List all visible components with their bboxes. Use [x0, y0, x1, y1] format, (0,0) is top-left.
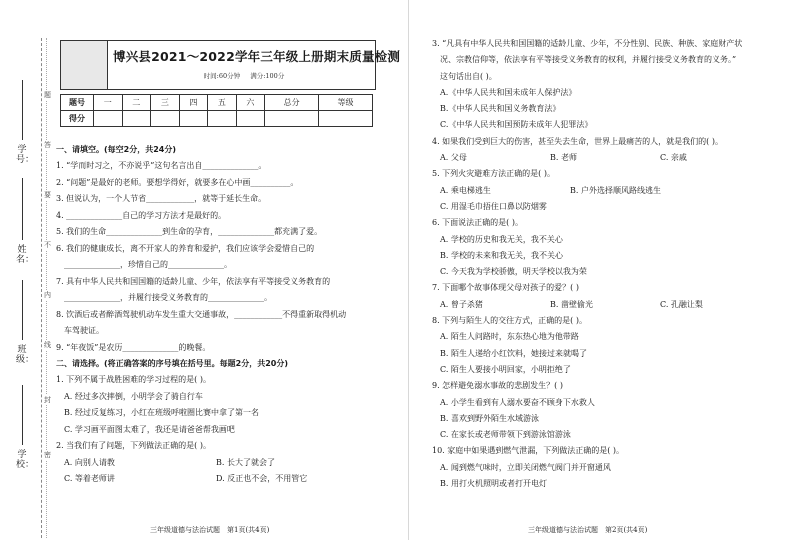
score-input-cell[interactable] — [151, 111, 180, 127]
student-id-line[interactable] — [22, 80, 23, 140]
binding-mark: 密 — [44, 451, 51, 459]
fill-question[interactable]: 2. “问题”是最好的老师。要想学得好，就要多在心中画__________。 — [56, 177, 299, 187]
score-input-cell[interactable] — [122, 111, 151, 127]
binding-dash-line — [41, 38, 42, 538]
score-input-cell[interactable] — [94, 111, 123, 127]
fill-question[interactable]: 4. ______________自己的学习方法才是最好的。 — [56, 210, 227, 220]
choice-option: C. 学习画平面图太难了，我还是请爸爸帮我画吧 — [64, 424, 235, 434]
name-label: 姓名： — [16, 245, 35, 265]
table-cell: 题号 — [61, 95, 94, 111]
name-line[interactable] — [22, 178, 23, 240]
exam-time: 时间:60分钟 — [203, 72, 241, 80]
choice-option: B. 喜欢到野外陌生水域游泳 — [440, 413, 539, 423]
choice-option: B. 用打火机照明或者打开电灯 — [440, 479, 547, 489]
binding-mark: 不 — [44, 241, 51, 249]
page-2-content — [432, 38, 770, 494]
score-input-cell[interactable] — [208, 111, 237, 127]
binding-mark: 答 — [44, 141, 51, 149]
choice-option-row — [440, 152, 770, 163]
binding-mark: 封 — [44, 396, 51, 404]
choice-option: A. 小学生看到有人溺水要奋不顾身下水救人 — [440, 397, 595, 407]
choice-question[interactable]: 3. “凡具有中华人民共和国国籍的适龄儿童、少年，不分性别、民族、种族、家庭财产状 — [432, 39, 743, 48]
fill-question[interactable]: 3. 但说认为，一个人节省____________，就等于延长生命。 — [56, 194, 267, 203]
score-input-cell[interactable] — [265, 111, 319, 127]
exam-full-score: 满分:100分 — [250, 72, 285, 80]
choice-option: A. 经过多次摔倒，小明学会了骑自行车 — [64, 391, 203, 401]
choice-option-row — [64, 457, 374, 468]
choice-option: B. 凿壁偷光 — [550, 299, 593, 309]
title-decoration-bar — [61, 41, 108, 89]
table-cell: 得分 — [61, 111, 94, 127]
table-cell: 三 — [151, 95, 180, 111]
exam-subtitle — [113, 71, 375, 80]
exam-title-box — [60, 40, 401, 90]
choice-option: B. 陌生人递给小红饮料，她接过来就喝了 — [440, 348, 587, 358]
score-input-cell[interactable] — [319, 111, 373, 127]
fill-question[interactable]: 6. 我们的健康成长，离不开家人的养育和爱护，我们应该学会爱惜自己的 — [56, 243, 315, 253]
fill-question[interactable]: 1. “学而时习之，不亦说乎”这句名言出自______________。 — [56, 161, 267, 170]
choice-question-continued: 况、宗教信仰等，依法享有平等接受义务教育的权利，并履行接受义务教育的义务。” — [440, 55, 737, 65]
choice-option: B. 老师 — [550, 153, 577, 163]
choice-question-continued[interactable]: 这句话出自( )。 — [440, 71, 497, 81]
choice-question[interactable]: 6. 下面说法正确的是( )。 — [432, 218, 523, 228]
table-cell: 二 — [122, 95, 151, 111]
page-2-footer: 三年级道德与法治试题 第2页(共4页) — [528, 526, 648, 534]
table-cell: 一 — [94, 95, 123, 111]
choice-question[interactable]: 4. 如果我们受到巨大的伤害，甚至失去生命，世界上最痛苦的人，就是我们的( )。 — [432, 136, 723, 146]
score-table — [60, 94, 373, 127]
page-1-footer: 三年级道德与法治试题 第1页(共4页) — [150, 526, 270, 534]
score-input-cell[interactable] — [179, 111, 208, 127]
choice-option: B. 户外选择顺风路线逃生 — [570, 185, 661, 195]
table-cell: 四 — [179, 95, 208, 111]
choice-option: B.《中华人民共和国义务教育法》 — [440, 104, 561, 114]
choice-option: C. 在家长或老师带领下到游泳馆游泳 — [440, 430, 571, 440]
choice-option: C. 等着老师讲 — [64, 474, 115, 483]
fill-question-continued[interactable]: ______________，珍惜自己的______________。 — [64, 260, 232, 269]
choice-option: B. 长大了就会了 — [216, 457, 275, 467]
table-cell: 六 — [236, 95, 265, 111]
binding-mark: 线 — [44, 341, 51, 349]
fill-question[interactable]: 8. 饮酒后或者醉酒驾驶机动车发生重大交通事故，____________不得重新取得机动 — [56, 309, 347, 319]
fill-question[interactable]: 7. 具有中华人民共和国国籍的适龄儿童、少年，依法享有平等接受义务教育的 — [56, 276, 331, 286]
fill-question-continued[interactable]: ______________，并履行接受义务教育的______________。 — [64, 293, 272, 302]
fill-question[interactable]: 9. “年夜饭”是农历______________的晚餐。 — [56, 342, 211, 352]
fill-question[interactable]: 5. 我们的生命______________到生命的孕育，______________都充满了爱。 — [56, 227, 323, 236]
choice-option: C.《中华人民共和国预防未成年人犯罪法》 — [440, 120, 593, 130]
binding-mark: 内 — [44, 291, 51, 299]
choice-option: A. 学校的历史和我无关，我不关心 — [440, 234, 563, 244]
school-line[interactable] — [22, 385, 23, 445]
choice-question[interactable]: 5. 下列火灾避难方法正确的是( )。 — [432, 169, 555, 179]
choice-question[interactable]: 8. 下列与陌生人的交往方式，正确的是( )。 — [432, 316, 587, 326]
binding-mark: 题 — [44, 91, 51, 99]
table-cell: 总分 — [265, 95, 319, 111]
section-1-heading: 一、请填空。(每空2分，共24分) — [56, 145, 177, 154]
choice-option: C. 亲戚 — [660, 153, 687, 163]
choice-question[interactable]: 1. 下列不属于战胜困难的学习过程的是( )。 — [56, 375, 211, 384]
student-id-label: 学号： — [16, 145, 35, 165]
choice-option: A. 曾子杀猪 — [440, 299, 483, 309]
choice-question[interactable]: 10. 家庭中如果遇到燃气泄漏，下列做法正确的是( )。 — [432, 446, 625, 456]
score-table-score-row — [61, 111, 373, 127]
choice-option: D. 反正也不会，不用管它 — [216, 474, 308, 483]
table-cell: 等级 — [319, 95, 373, 111]
page-1-content — [56, 144, 374, 490]
page-divider — [408, 0, 409, 540]
choice-option-row — [440, 185, 770, 196]
exam-title: 博兴县2021～2022学年三年级上册期末质量检测 — [113, 49, 401, 64]
choice-option: B. 经过反复练习，小红在班级呼啦圈比赛中拿了第一名 — [64, 408, 259, 417]
choice-question[interactable]: 2. 当我们有了问题，下列做法正确的是( )。 — [56, 441, 211, 450]
choice-option: C. 陌生人要接小明回家，小明拒绝了 — [440, 364, 571, 374]
choice-option: B. 学校的未来和我无关，我不关心 — [440, 250, 563, 260]
binding-mark: 要 — [44, 191, 51, 199]
choice-option: A.《中华人民共和国未成年人保护法》 — [440, 87, 577, 97]
table-cell: 五 — [208, 95, 237, 111]
choice-option: A. 陌生人问路时，东东热心地为他带路 — [440, 332, 579, 342]
class-line[interactable] — [22, 280, 23, 340]
score-input-cell[interactable] — [236, 111, 265, 127]
section-2-heading: 二、请选择。(将正确答案的序号填在括号里。每题2分，共20分) — [56, 359, 289, 368]
choice-option-row — [64, 473, 374, 484]
choice-option: C. 孔融让梨 — [660, 299, 703, 309]
choice-option: A. 闻到燃气味时，立即关闭燃气阀门并开窗通风 — [440, 462, 611, 472]
choice-option: A. 向别人请教 — [64, 457, 115, 467]
choice-question[interactable]: 9. 怎样避免溺水事故的悲剧发生？( ) — [432, 381, 563, 391]
choice-option: A. 乘电梯逃生 — [440, 185, 491, 195]
class-label: 班级： — [16, 345, 35, 365]
choice-option-row — [440, 299, 770, 310]
choice-option: C. 今天我为学校骄傲，明天学校以我为荣 — [440, 267, 587, 277]
choice-option: C. 用湿毛巾捂住口鼻以防烟雾 — [440, 201, 547, 211]
binding-dotted-line — [46, 38, 47, 538]
choice-question[interactable]: 7. 下面哪个故事体现父母对孩子的爱？( ) — [432, 283, 579, 293]
fill-question-continued: 车驾驶证。 — [64, 326, 104, 335]
score-table-header-row — [61, 95, 373, 111]
choice-option: A. 父母 — [440, 153, 467, 163]
school-label: 学校： — [16, 450, 35, 470]
